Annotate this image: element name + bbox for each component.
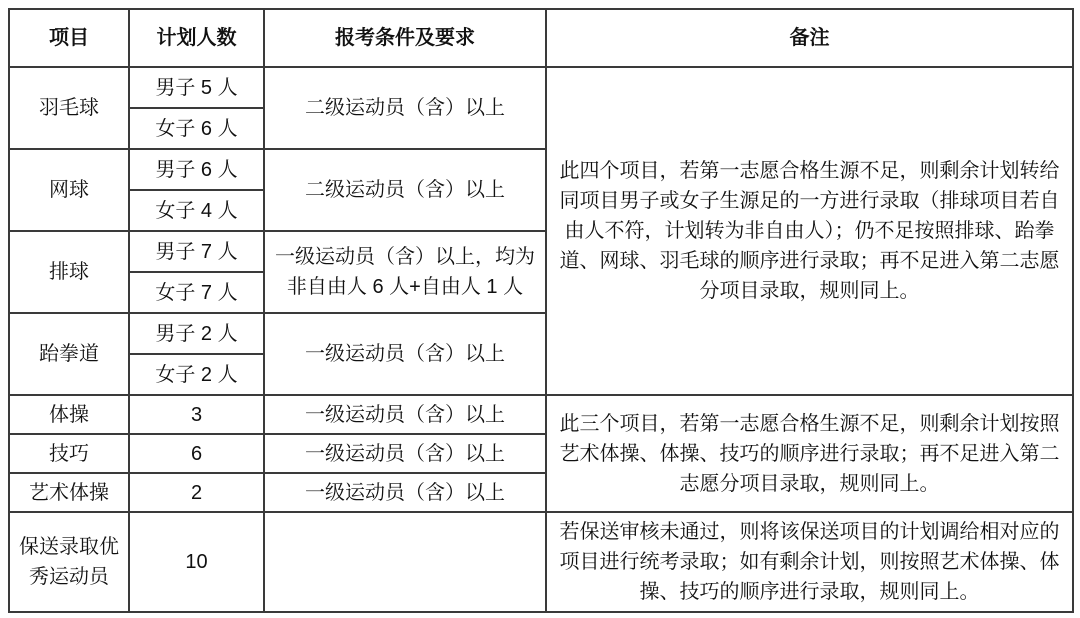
quota-volleyball-male: 男子 7 人 xyxy=(129,231,264,272)
quota-acrobatics: 6 xyxy=(129,434,264,473)
project-taekwondo: 跆拳道 xyxy=(9,313,129,395)
project-gymnastics: 体操 xyxy=(9,395,129,434)
header-quota: 计划人数 xyxy=(129,9,264,67)
project-tennis: 网球 xyxy=(9,149,129,231)
header-requirements: 报考条件及要求 xyxy=(264,9,546,67)
quota-gymnastics: 3 xyxy=(129,395,264,434)
requirement-tennis: 二级运动员（含）以上 xyxy=(264,149,546,231)
requirement-taekwondo: 一级运动员（含）以上 xyxy=(264,313,546,395)
quota-badminton-male: 男子 5 人 xyxy=(129,67,264,108)
quota-badminton-female: 女子 6 人 xyxy=(129,108,264,149)
requirement-volleyball: 一级运动员（含）以上，均为非自由人 6 人+自由人 1 人 xyxy=(264,231,546,313)
project-rhythmic-gymnastics: 艺术体操 xyxy=(9,473,129,512)
requirement-badminton: 二级运动员（含）以上 xyxy=(264,67,546,149)
requirement-gymnastics: 一级运动员（含）以上 xyxy=(264,395,546,434)
requirement-acrobatics: 一级运动员（含）以上 xyxy=(264,434,546,473)
quota-recommended-athletes: 10 xyxy=(129,512,264,612)
header-project: 项目 xyxy=(9,9,129,67)
table-header-row xyxy=(9,9,1073,67)
project-recommended-athletes: 保送录取优秀运动员 xyxy=(9,512,129,612)
quota-tennis-female: 女子 4 人 xyxy=(129,190,264,231)
quota-volleyball-female: 女子 7 人 xyxy=(129,272,264,313)
remark-ball-sports: 此四个项目，若第一志愿合格生源不足，则剩余计划转给同项目男子或女子生源足的一方进行录取（排球项目若自由人不符，计划转为非自由人）；仍不足按照排球、跆拳道、网球、羽毛球的顺序进行录取；再不足进入第二志愿分项目录取，规则同上。 xyxy=(546,67,1073,395)
remark-gymnastics-group: 此三个项目，若第一志愿合格生源不足，则剩余计划按照艺术体操、体操、技巧的顺序进行录取；再不足进入第二志愿分项目录取，规则同上。 xyxy=(546,395,1073,512)
project-acrobatics: 技巧 xyxy=(9,434,129,473)
quota-taekwondo-female: 女子 2 人 xyxy=(129,354,264,395)
project-volleyball: 排球 xyxy=(9,231,129,313)
requirement-recommended-athletes xyxy=(264,512,546,612)
requirement-rhythmic-gymnastics: 一级运动员（含）以上 xyxy=(264,473,546,512)
quota-tennis-male: 男子 6 人 xyxy=(129,149,264,190)
quota-rhythmic-gymnastics: 2 xyxy=(129,473,264,512)
remark-recommended-athletes: 若保送审核未通过，则将该保送项目的计划调给相对应的项目进行统考录取；如有剩余计划，则按照艺术体操、体操、技巧的顺序进行录取，规则同上。 xyxy=(546,512,1073,612)
recruitment-quota-table xyxy=(8,8,1074,613)
header-remarks: 备注 xyxy=(546,9,1073,67)
table-row xyxy=(9,395,1073,434)
table-row xyxy=(9,512,1073,612)
table-row xyxy=(9,67,1073,108)
quota-taekwondo-male: 男子 2 人 xyxy=(129,313,264,354)
project-badminton: 羽毛球 xyxy=(9,67,129,149)
